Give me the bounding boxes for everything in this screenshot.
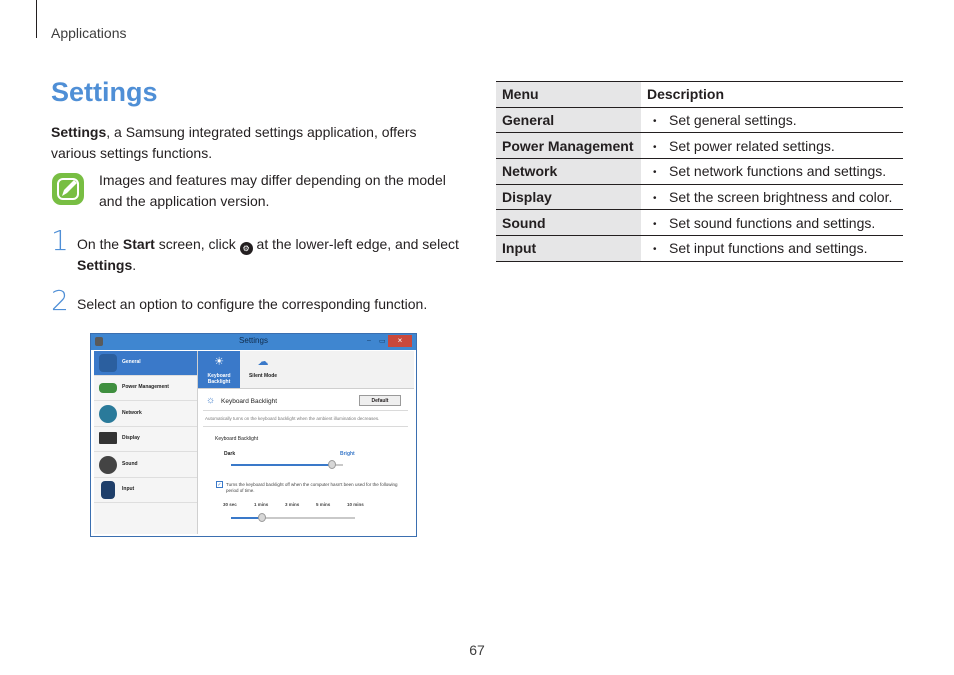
section-label: Applications	[51, 25, 127, 41]
description-text: Set power related settings.	[669, 137, 835, 154]
step-1-text: On the Start screen, click ⚙ at the lower-left edge, and select Settings.	[77, 236, 459, 273]
check-icon: ✓	[217, 482, 222, 488]
divider	[203, 426, 408, 427]
content-section-title: Keyboard Backlight	[221, 398, 278, 405]
settings-sidebar	[94, 351, 198, 534]
table-cell-menu: Display	[496, 184, 641, 210]
sidebar-item-sound[interactable]: Sound	[94, 453, 197, 478]
speaker-icon	[99, 456, 117, 474]
step-1-number: 1	[51, 224, 69, 257]
table-header-row	[496, 82, 903, 108]
header-rule	[36, 0, 37, 38]
table-cell-description	[641, 184, 903, 210]
step-2-text: Select an option to configure the corresponding function.	[77, 296, 428, 312]
intro-paragraph	[51, 122, 461, 164]
page-number: 67	[469, 642, 485, 658]
description-text: Set network functions and settings.	[669, 163, 887, 180]
tab-silent-mode[interactable]: ☁ Silent Mode	[242, 351, 284, 388]
globe-icon	[99, 405, 117, 423]
sidebar-item-input[interactable]: Input	[94, 478, 197, 503]
header-menu: Menu	[496, 82, 641, 108]
bullet: •	[653, 141, 657, 153]
table-cell-description	[641, 236, 903, 262]
dark-label: Dark	[224, 451, 236, 457]
timeout-option-label: 1 mins	[254, 502, 269, 507]
minimize-button[interactable]: –	[367, 337, 371, 344]
timeout-slider-thumb[interactable]	[258, 513, 266, 522]
note-pencil-icon	[51, 172, 85, 206]
table-row	[496, 210, 903, 236]
table-cell-menu: Sound	[496, 210, 641, 236]
table-cell-menu: General	[496, 107, 641, 133]
table-cell-description	[641, 133, 903, 159]
description-text: Set sound functions and settings.	[669, 214, 876, 231]
monitor-icon	[99, 432, 117, 444]
table-row	[496, 236, 903, 262]
header-description: Description	[647, 86, 725, 103]
table-row	[496, 107, 903, 133]
bullet: •	[653, 193, 657, 205]
table-cell-menu: Input	[496, 236, 641, 262]
settings-charm-icon: ⚙	[240, 242, 253, 255]
sidebar-item-display[interactable]: Display	[94, 427, 197, 452]
note-text: Images and features may differ depending on the model and the application version.	[99, 172, 446, 209]
tab-keyboard-backlight[interactable]: ☀ Keyboard Backlight	[198, 351, 240, 388]
brightness-slider-thumb[interactable]	[328, 460, 336, 469]
description-text: Set the screen brightness and color.	[669, 189, 893, 206]
timeout-option-label: 30 sec	[223, 502, 237, 507]
sidebar-item-power-management[interactable]: Power Management	[94, 376, 197, 401]
window-title: Settings	[239, 336, 268, 345]
auto-off-text: Turns the keyboard backlight off when the computer hasn't been used for the following period of time.	[226, 482, 398, 493]
silent-mode-icon: ☁	[257, 356, 269, 368]
close-button[interactable]: ×	[388, 335, 412, 347]
bullet: •	[653, 116, 657, 128]
timeout-option-label: 10 mins	[347, 502, 364, 507]
bright-label: Bright	[340, 451, 355, 457]
brightness-slider-label: Keyboard Backlight	[215, 436, 259, 442]
window-titlebar	[91, 334, 416, 350]
step-2-number: 2	[51, 284, 69, 317]
table-row	[496, 184, 903, 210]
table-row	[496, 159, 903, 185]
table-cell-menu: Power Management	[496, 133, 641, 159]
auto-off-checkbox[interactable]	[216, 481, 223, 488]
page-title: Settings	[51, 77, 158, 107]
table-cell-description	[641, 159, 903, 185]
sun-icon: ☀	[214, 356, 224, 368]
bullet: •	[653, 218, 657, 230]
bullet: •	[653, 244, 657, 256]
divider	[203, 410, 408, 411]
default-button[interactable]: Default	[359, 395, 401, 406]
sidebar-item-general[interactable]: General	[94, 351, 197, 376]
intro-rest: , a Samsung integrated settings application, offers various settings functions.	[51, 124, 417, 161]
table-cell-description	[641, 107, 903, 133]
keyboard-backlight-icon: ☼	[206, 395, 216, 406]
description-text: Set input functions and settings.	[669, 240, 868, 257]
table-cell-description	[641, 210, 903, 236]
bullet: •	[653, 167, 657, 179]
intro-bold: Settings	[51, 124, 107, 140]
content-description: Automatically turns on the keyboard backlight when the ambient illumination decreases.	[205, 416, 380, 421]
gear-icon	[99, 354, 117, 372]
battery-icon	[99, 383, 117, 393]
settings-menu-table	[496, 81, 903, 262]
brightness-slider-fill	[231, 464, 332, 466]
settings-window-screenshot	[90, 333, 417, 537]
timeout-option-label: 3 mins	[285, 502, 300, 507]
table-cell-menu: Network	[496, 159, 641, 185]
description-text: Set general settings.	[669, 112, 797, 129]
table-row	[496, 133, 903, 159]
mouse-icon	[101, 481, 115, 499]
timeout-option-label: 5 mins	[316, 502, 331, 507]
settings-tabs	[198, 351, 414, 389]
maximize-button[interactable]: ▭	[379, 338, 386, 345]
sidebar-item-network[interactable]: Network	[94, 402, 197, 427]
